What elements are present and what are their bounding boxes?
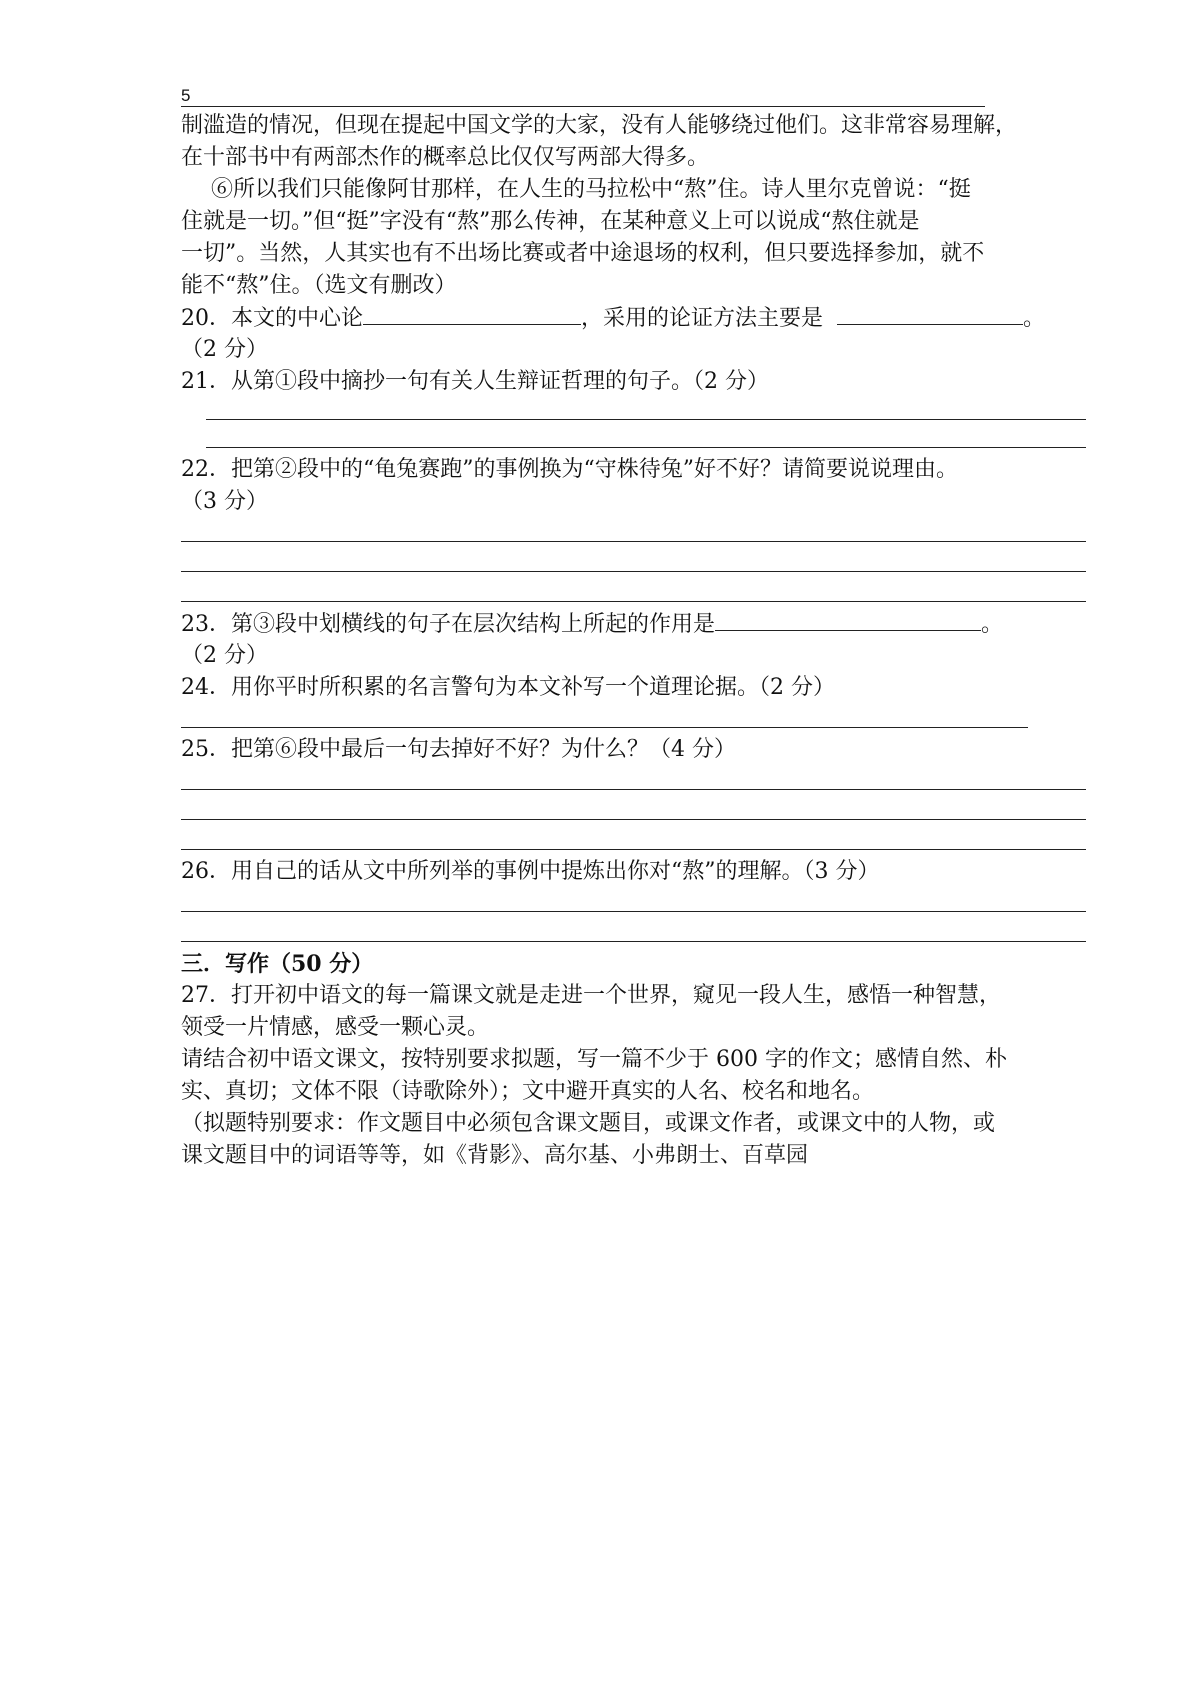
paragraph-6-line: ⑥所以我们只能像阿甘那样，在人生的马拉松中“熬”住。诗人里尔克曾说：“挺: [211, 177, 971, 202]
answer-line[interactable]: [181, 518, 1086, 548]
question-22-score: （3 分）: [181, 489, 268, 514]
answer-line[interactable]: [181, 398, 1086, 426]
question-23: [181, 608, 1086, 640]
answer-line[interactable]: [181, 888, 1086, 918]
answer-blank[interactable]: [363, 302, 581, 325]
question-20-text-b: ，采用的论证方法主要是: [581, 306, 824, 331]
section-heading-writing: 三．写作（50 分）: [181, 951, 374, 977]
question-25: 25．把第⑥段中最后一句去掉好不好？为什么？（4 分）: [181, 737, 736, 762]
question-20-end: 。: [1023, 306, 1046, 331]
question-27-line: 27．打开初中语文的每一篇课文就是走进一个世界，窥见一段人生，感悟一种智慧，: [181, 983, 1001, 1008]
paragraph-6-line: 一切”。当然，人其实也有不出场比赛或者中途退场的权利，但只要选择参加，就不: [181, 241, 985, 266]
question-20-score: （2 分）: [181, 337, 268, 362]
answer-line[interactable]: [181, 918, 1086, 948]
question-26: 26．用自己的话从文中所列举的事例中提炼出你对“熬”的理解。（3 分）: [181, 859, 880, 884]
header-rule: [181, 106, 985, 107]
answer-line[interactable]: [181, 426, 1086, 454]
answer-line[interactable]: [181, 796, 1086, 826]
question-27-line: 领受一片情感，感受一颗心灵。: [181, 1015, 490, 1040]
passage-line: 制滥造的情况，但现在提起中国文学的大家，没有人能够绕过他们。这非常容易理解，: [181, 113, 1018, 138]
answer-line[interactable]: [181, 548, 1086, 578]
answer-line[interactable]: [181, 704, 1086, 734]
writing-requirement-line: 实、真切；文体不限（诗歌除外）；文中避开真实的人名、校名和地名。: [181, 1079, 875, 1104]
question-23-end: 。: [981, 612, 1004, 637]
answer-line[interactable]: [181, 578, 1086, 608]
title-requirement-line: （拟题特别要求：作文题目中必须包含课文题目，或课文作者，或课文中的人物，或: [181, 1111, 996, 1136]
answer-blank[interactable]: [715, 608, 981, 631]
page-content: [181, 110, 1086, 1172]
paragraph-6-line: 住就是一切。”但“挺”字没有“熬”那么传神，在某种意义上可以说成“熬住就是: [181, 209, 920, 234]
question-24: 24．用你平时所积累的名言警句为本文补写一个道理论据。（2 分）: [181, 675, 835, 700]
question-22: 22．把第②段中的“龟兔赛跑”的事例换为“守株待兔”好不好？请简要说说理由。: [181, 457, 958, 482]
question-20-text-a: 20．本文的中心论: [181, 306, 363, 331]
question-20: [181, 302, 1086, 334]
writing-requirement-line: 请结合初中语文课文，按特别要求拟题，写一篇不少于 600 字的作文；感情自然、朴: [181, 1047, 1007, 1072]
answer-line[interactable]: [181, 826, 1086, 856]
page-number: 5: [181, 86, 191, 105]
answer-blank[interactable]: [837, 302, 1023, 325]
question-21: 21．从第①段中摘抄一句有关人生辩证哲理的句子。（2 分）: [181, 369, 769, 394]
question-23-text: 23．第③段中划横线的句子在层次结构上所起的作用是: [181, 612, 715, 637]
question-23-score: （2 分）: [181, 643, 268, 668]
title-requirement-line: 课文题目中的词语等等，如《背影》、高尔基、小弗朗士、百草园: [181, 1143, 809, 1168]
paragraph-6-line: 能不“熬”住。（选文有删改）: [181, 273, 457, 298]
answer-line[interactable]: [181, 766, 1086, 796]
passage-line: 在十部书中有两部杰作的概率总比仅仅写两部大得多。: [181, 145, 710, 170]
